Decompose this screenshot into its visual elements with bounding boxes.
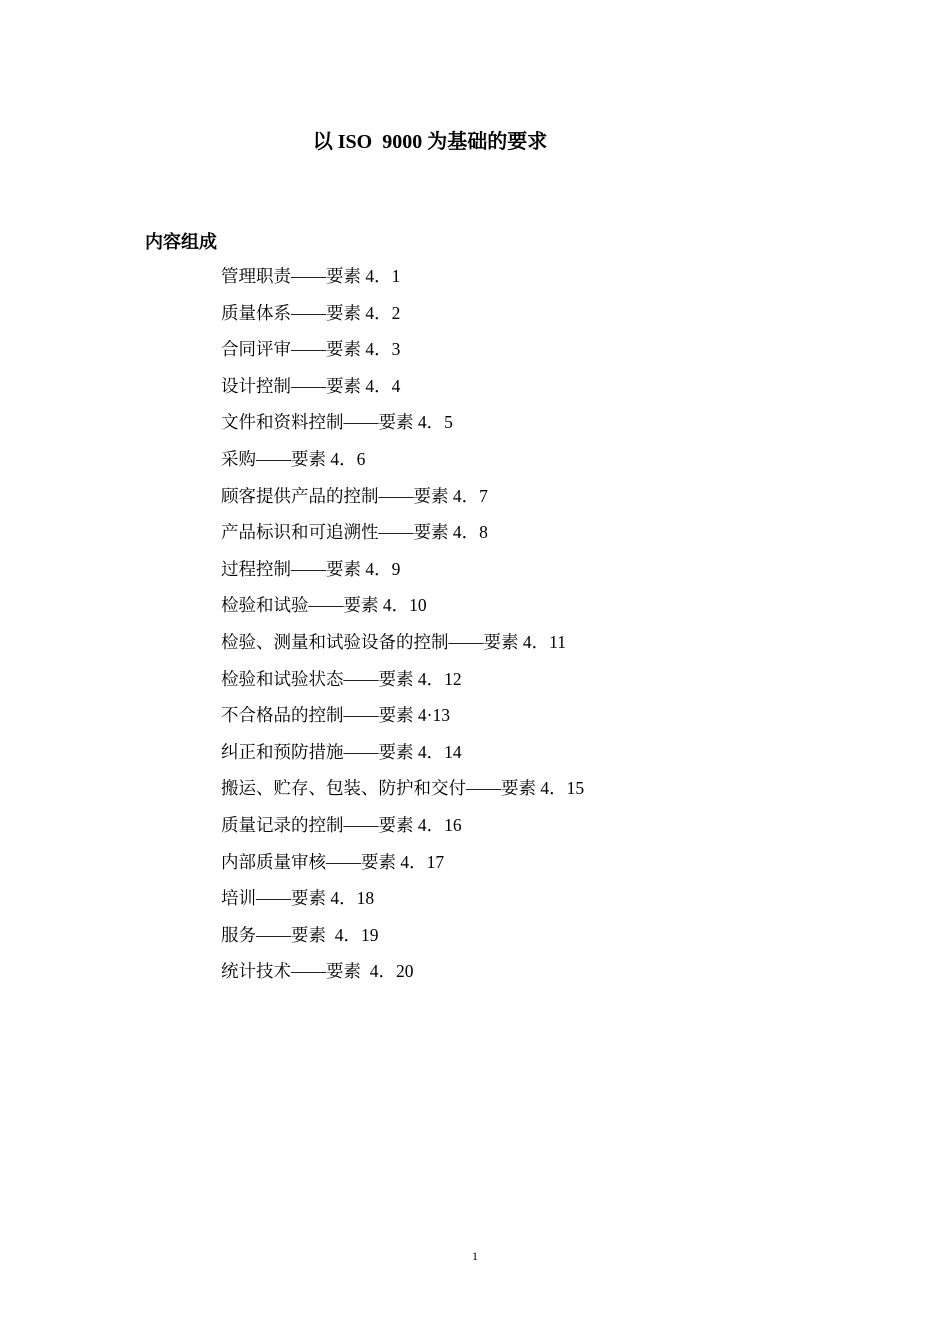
list-item: 纠正和预防措施——要素 4．14 [221, 741, 462, 762]
list-item: 检验和试验——要素 4．10 [221, 595, 427, 616]
list-item: 内部质量审核——要素 4．17 [221, 851, 445, 872]
list-item: 顾客提供产品的控制——要素 4．7 [221, 485, 488, 506]
list-item: 质量记录的控制——要素 4．16 [221, 814, 462, 835]
list-item: 合同评审——要素 4．3 [221, 339, 401, 360]
page-number: 1 [472, 1249, 478, 1263]
list-item: 设计控制——要素 4．4 [221, 375, 401, 396]
list-item: 检验、测量和试验设备的控制——要素 4．11 [221, 631, 566, 652]
list-item: 搬运、贮存、包装、防护和交付——要素 4．15 [221, 778, 585, 799]
list-item: 检验和试验状态——要素 4．12 [221, 668, 462, 689]
contents-list [221, 263, 584, 995]
list-item: 采购——要素 4．6 [221, 448, 366, 469]
list-item: 统计技术——要素 4．20 [221, 961, 414, 982]
list-item: 服务——要素 4．19 [221, 924, 379, 945]
section-heading: 内容组成 [145, 232, 217, 252]
list-item: 不合格品的控制——要素 4·13 [221, 705, 450, 726]
list-item: 培训——要素 4．18 [221, 888, 375, 909]
page-title: 以 ISO 9000 为基础的要求 [312, 131, 548, 153]
list-item: 文件和资料控制——要素 4．5 [221, 412, 453, 433]
list-item: 质量体系——要素 4．2 [221, 302, 401, 323]
list-item: 管理职责——要素 4．1 [221, 266, 401, 286]
list-item: 过程控制——要素 4．9 [221, 558, 401, 579]
list-item: 产品标识和可追溯性——要素 4．8 [221, 522, 488, 543]
